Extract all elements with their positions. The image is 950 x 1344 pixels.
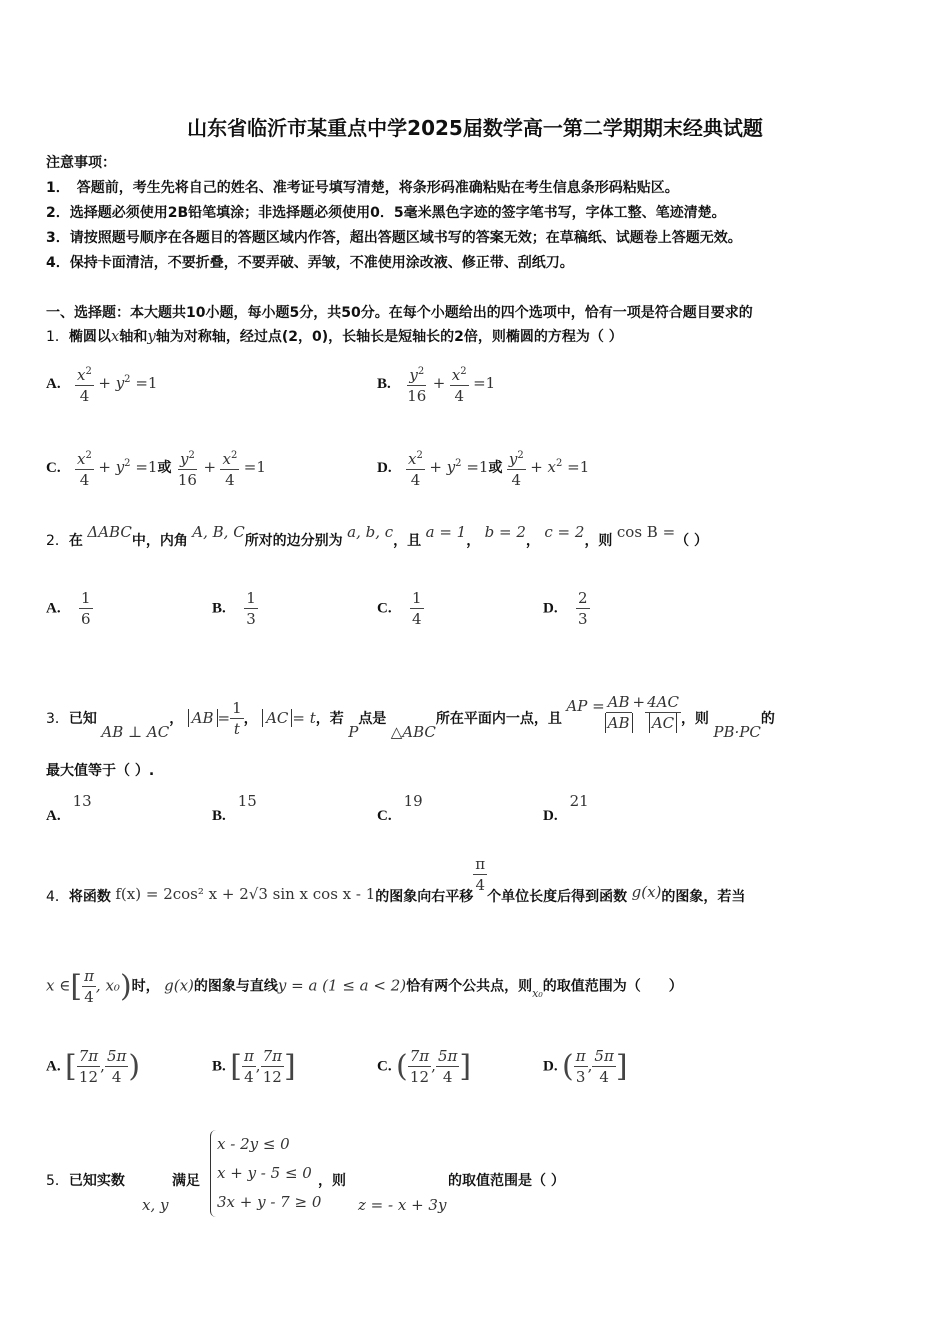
option-b[interactable]: B.15: [212, 792, 257, 824]
page-title: 山东省临沂市某重点中学2025届数学高一第二学期期末经典试题: [187, 116, 763, 140]
objective: z = - x + 3y: [358, 1196, 447, 1214]
q5-text: ，则: [318, 1173, 346, 1189]
notice-item: 1． 答题前，考生先将自己的姓名、准考证号填写清楚，将条形码准确粘贴在考生信息条形码粘贴区。: [46, 180, 679, 196]
variables: x, y: [142, 1196, 169, 1214]
constraint-system: x - 2y ≤ 0 x + y - 5 ≤ 0 3x + y - 7 ≥ 0: [210, 1130, 321, 1217]
option-d[interactable]: D.21: [543, 792, 589, 824]
option-c[interactable]: C.19: [377, 792, 423, 824]
question-3: 3．已知 AB ⊥ AC， AB = $\frac{1}{t}$ ， AC = t，若 P点是 △ABC所在平面内一点，且 AP = $\frac{AB}{AB}$ + $\frac{4AC}{AC}$ ，则 PB·PC的: [46, 692, 775, 741]
option-c[interactable]: C. ( $\frac{7\pi}{12}$ , $\frac{5\pi}{4}$ ]: [377, 1047, 472, 1086]
q5-text: 的取值范围是（ ）: [448, 1173, 565, 1189]
option-b[interactable]: B. [ $\frac{\pi}{4}$ , $\frac{7\pi}{12}$ ]: [212, 1047, 296, 1086]
option-c[interactable]: C. $\frac{1}{4}$: [377, 589, 422, 628]
option-a[interactable]: A.13: [46, 792, 92, 824]
question-number: 1．: [46, 329, 69, 345]
question-1: 1．椭圆以x轴和y轴为对称轴，经过点(2，0)，长轴长是短轴长的2倍，则椭圆的方程为（ ）: [46, 327, 623, 345]
notice-item: 3．请按照题号顺序在各题目的答题区域内作答，超出答题区域书写的答案无效；在草稿纸、试题卷上答题无效。: [46, 230, 742, 246]
option-d[interactable]: D. $\frac{x^2}{4}$ + $y^2 =1$或 $\frac{y^2}{4}$ + $x^2 =1$: [377, 446, 589, 490]
section-heading: 一、选择题：本大题共10小题，每小题5分，共50分。在每个小题给出的四个选项中，恰有一项是符合题目要求的: [46, 305, 753, 321]
option-b[interactable]: B. $\frac{1}{3}$: [212, 589, 256, 628]
option-d[interactable]: D. $\frac{2}{3}$: [543, 589, 588, 628]
question-2: 2．在 ΔABC中，内角 A, B, C所对的边分别为 a, b, c，且 a = 1， b = 2， c = 2，则 cos B =（ ）: [46, 523, 709, 549]
question-3-line2: 最大值等于（ ）.: [46, 763, 155, 779]
option-b[interactable]: B. $\frac{y^2}{16}$ + $\frac{x^2}{4}$ =1: [377, 362, 495, 406]
question-4: 4．将函数 f(x) = 2cos² x + 2√3 sin x cos x - 1的图象向右平移 $\frac{\pi}{4}$ 个单位长度后得到函数 g(x)的图象，若当: [46, 855, 746, 905]
question-5-start: 5．已知实数: [46, 1173, 125, 1189]
notice-item: 2．选择题必须使用2B铅笔填涂；非选择题必须使用0．5毫米黑色字迹的签字笔书写，字体工整、笔迹清楚。: [46, 205, 726, 221]
option-d[interactable]: D. ( $\frac{\pi}{3}$ , $\frac{5\pi}{4}$ ]: [543, 1047, 628, 1086]
option-a[interactable]: A. $\frac{1}{6}$: [46, 589, 91, 628]
option-c[interactable]: C. $\frac{x^2}{4}$ + $y^2 =1$或 $\frac{y^2}{16}$ + $\frac{x^2}{4}$ =1: [46, 446, 266, 490]
notice-heading: 注意事项：: [46, 155, 116, 171]
question-4-line2: x ∈[ $\frac{\pi}{4}$ , x₀)时， g(x)的图象与直线y = a (1 ≤ a < 2)恰有两个公共点，则$_{x_0}$的取值范围为（ ）: [46, 967, 683, 1006]
q5-text: 满足: [172, 1173, 200, 1189]
option-a[interactable]: A. [ $\frac{7\pi}{12}$ , $\frac{5\pi}{4}$ ): [46, 1047, 141, 1086]
option-a[interactable]: A. $\frac{x^2}{4}$ + $y^2 =1$: [46, 362, 157, 406]
notice-item: 4．保持卡面清洁，不要折叠，不要弄破、弄皱，不准使用涂改液、修正带、刮纸刀。: [46, 255, 574, 271]
